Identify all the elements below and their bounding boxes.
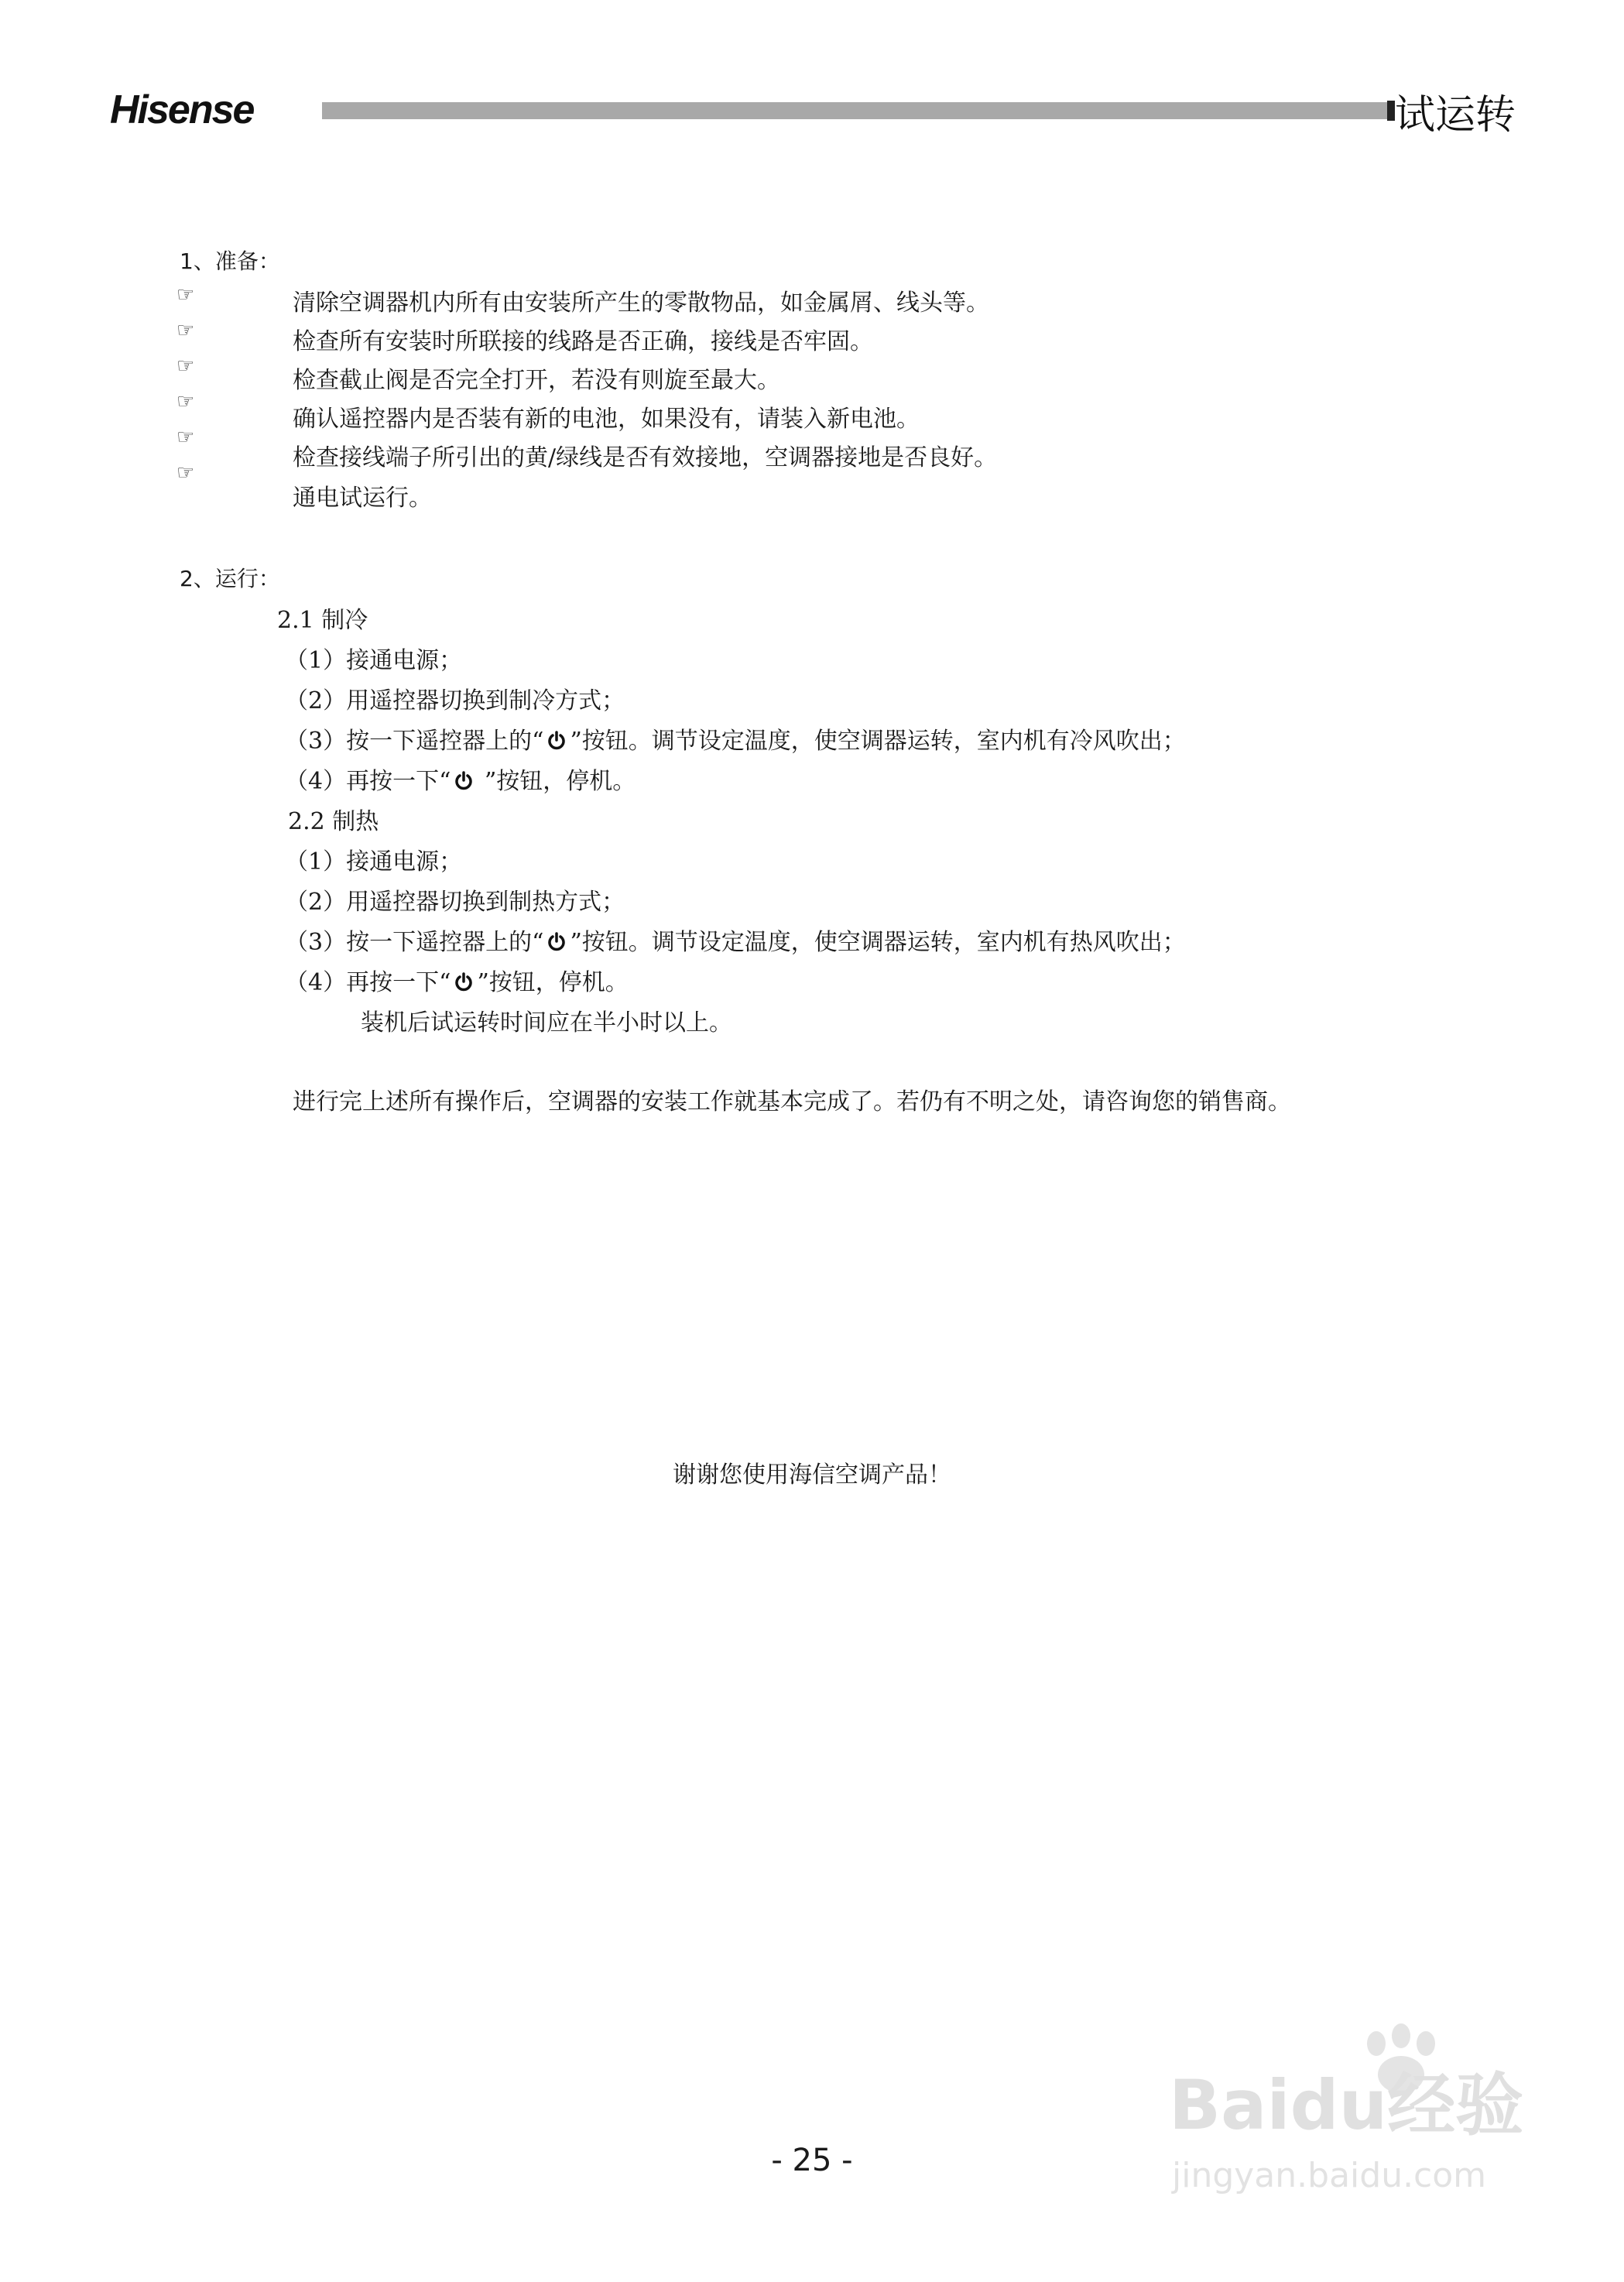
power-icon — [548, 932, 565, 952]
prep-item: 检查所有安装时所联接的线路是否正确，接线是否牢固。 — [293, 328, 873, 355]
pointing-hand-icon: ☞ — [176, 390, 195, 413]
pointing-hand-icon: ☞ — [176, 355, 195, 378]
prep-item: 通电试运行。 — [293, 485, 432, 512]
heating-title: 2.2 制热 — [288, 808, 379, 835]
section-title: 试运转 — [1394, 92, 1516, 139]
power-icon — [455, 972, 472, 992]
run-title: 2、运行： — [180, 566, 280, 591]
closing-paragraph: 进行完上述所有操作后，空调器的安装工作就基本完成了。若仍有不明之处，请咨询您的销售商。 — [293, 1088, 1291, 1115]
pointing-hand-icon: ☞ — [176, 461, 195, 485]
pointing-hand-icon: ☞ — [176, 426, 195, 449]
heating-step: （1）接通电源； — [285, 848, 463, 875]
cooling-step: （2）用遥控器切换到制冷方式； — [285, 687, 625, 714]
prep-item: 清除空调器机内所有由安装所产生的零散物品，如金属屑、线头等。 — [293, 290, 989, 317]
power-icon — [455, 771, 472, 791]
power-icon — [548, 731, 565, 751]
svg-text:jingyan.baidu.com: jingyan.baidu.com — [1172, 2156, 1487, 2195]
heating-note: 装机后试运转时间应在半小时以上。 — [361, 1009, 732, 1036]
cooling-step: （3）按一下遥控器上的“ ”按钮。调节设定温度，使空调器运转，室内机有冷风吹出； — [285, 728, 1186, 755]
cooling-step: （1）接通电源； — [285, 647, 463, 674]
cooling-title: 2.1 制冷 — [277, 607, 368, 634]
svg-text:Baidu经验: Baidu经验 — [1169, 2065, 1524, 2145]
prep-item: 确认遥控器内是否装有新的电池，如果没有，请装入新电池。 — [293, 406, 920, 433]
prep-title: 1、准备： — [180, 248, 280, 274]
prep-item: 检查接线端子所引出的黄/绿线是否有效接地，空调器接地是否良好。 — [293, 444, 998, 471]
prep-item: 检查截止阀是否完全打开，若没有则旋至最大。 — [293, 367, 780, 394]
hisense-logo: Hisense — [110, 87, 254, 132]
heating-step: （4）再按一下“ ”按钮，停机。 — [285, 969, 629, 996]
heating-step: （3）按一下遥控器上的“ ”按钮。调节设定温度，使空调器运转，室内机有热风吹出； — [285, 929, 1186, 956]
pointing-hand-icon: ☞ — [176, 283, 195, 307]
cooling-step: （4）再按一下“ ”按钮，停机。 — [285, 768, 636, 795]
header-rule — [322, 102, 1387, 119]
page-number: - 25 - — [771, 2143, 853, 2178]
pointing-hand-icon: ☞ — [176, 319, 195, 342]
header-rule-cap — [1387, 101, 1395, 121]
heating-step: （2）用遥控器切换到制热方式； — [285, 889, 625, 916]
thanks-line: 谢谢您使用海信空调产品！ — [673, 1461, 951, 1489]
